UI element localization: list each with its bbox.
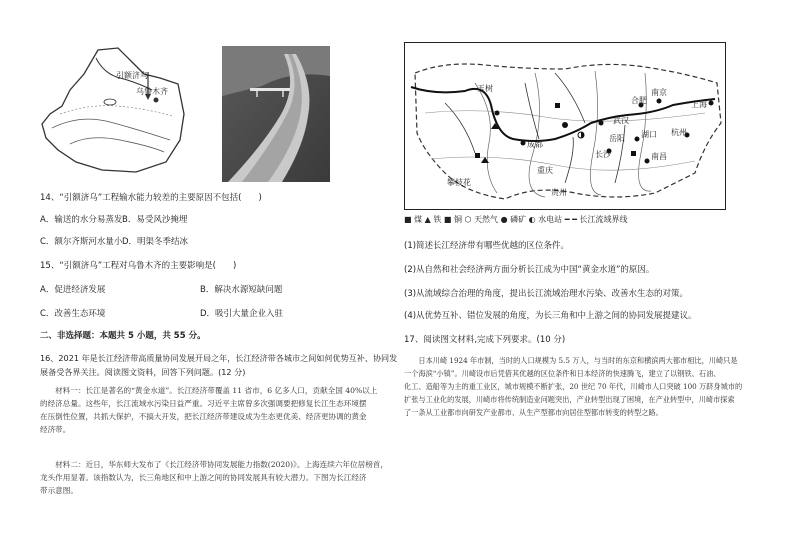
material-1-line: 材料一：长江是著名的“黄金水道”。长江经济带覆盖 11 省市，6 亿多人口，贡献全国 40%以上 — [40, 386, 378, 395]
q16-sub-1: (1)简述长江经济带有哪些优越的区位条件。 — [404, 241, 570, 251]
q16-intro-line-2: 展备受各界关注。阅读图文资料，回答下列问题。(12 分) — [40, 367, 246, 377]
q16-sub-4: (4)从优势互补、错位发展的角度，为长三角和中上游之间的协同发展提建议。 — [404, 311, 697, 321]
q14-option-c[interactable]: C．额尔齐斯河水量小 — [40, 237, 123, 247]
material-2-line: 材料二：近日，华东师大发布了《长江经济带协同发展能力指数(2020)》。上海连续六年位居榜首， — [40, 460, 388, 469]
city-label-wuhan: 武汉 — [613, 116, 629, 125]
q15-option-b[interactable]: B．解决水源短缺问题 — [200, 285, 283, 295]
xinjiang-map-svg — [40, 44, 190, 179]
q17-material-line: 了一条从工业都市向研发产业都市、从生产型都市向居住型都市转变的转型之路。 — [404, 408, 663, 417]
material-1 — [40, 384, 390, 436]
q17-material-line: 扩张与工业化的发展，川崎市将传统制造业问题突出，产业转型出现了困境，在产业转型中，川崎市探索 — [404, 395, 735, 404]
map-legend: ■ 煤 ▲ 铁 ■ 铜 ⬡ 天然气 ● 磷矿 ◐ 水电站 ━ ━ 长江流域界线 — [404, 215, 628, 224]
q16-intro-line-1: 16、2021 年是长江经济带高质量协同发展开局之年，长江经济带各城市之间如何优势互补、协同发 — [40, 353, 398, 363]
q15-stem: 15、“引额济乌”工程对乌鲁木齐的主要影响是( ) — [40, 261, 237, 271]
city-label-chengdu: 成都 — [527, 140, 543, 149]
city-label-chongqing: 重庆 — [537, 166, 553, 175]
q17-stem: 17、阅读图文材料,完成下列要求。(10 分) — [404, 335, 566, 345]
material-2-line: 龙头作用显著。该指数认为，长三角地区和中上游之间的协同发展具有较大潜力。下图为长江经济 — [40, 473, 367, 482]
material-2-line: 带示意图。 — [40, 486, 78, 495]
city-label-hukou: 湖口 — [641, 130, 657, 139]
material-1-line: 在压倒性位置，共抓大保护，不搞大开发，把长江经济带建设成为生态更优美、经济更协调的黄金 — [40, 412, 367, 421]
xinjiang-map — [40, 44, 190, 179]
city-label-changsha: 长沙 — [595, 150, 611, 159]
q16-sub-2: (2)从自然和社会经济两方面分析长江成为中国“黄金水道”的原因。 — [404, 265, 655, 275]
material-1-line: 的经济总量。这些年，长江流域水污染日益严重。习近平主席曾多次强调要把修复长江生态环境摆 — [40, 399, 367, 408]
q14-option-a[interactable]: A．输送的水分易蒸发 — [40, 215, 123, 225]
city-label-shanghai: 上海 — [691, 100, 707, 109]
material-1-line: 经济带。 — [40, 425, 71, 434]
q17-material — [404, 354, 774, 419]
city-label-guizhou: 贵州 — [551, 188, 567, 197]
city-label-yushu: 玉树 — [477, 84, 493, 93]
map-label-urumqi: 乌鲁木齐 — [136, 87, 168, 96]
city-label-nanjing: 南京 — [651, 88, 667, 97]
q17-material-line: 一个海滨“小镇”。川崎设市后凭借其优越的区位条件和日本经济的快速腾飞，建立了以钢铁、石油、 — [404, 369, 721, 378]
canal-photo-svg — [222, 46, 330, 182]
q14-stem: 14、“引额济乌”工程输水能力较差的主要原因不包括( ) — [40, 193, 262, 203]
q17-material-line: 化工、造船等为主的重工业区，城市规模不断扩张，20 世纪 70 年代，川崎市人口突破 100 万跻身城市的 — [404, 382, 743, 391]
material-2 — [40, 458, 390, 497]
map-label-yinejiwu: 引额济乌 — [116, 71, 148, 80]
q15-option-c[interactable]: C．改善生态环境 — [40, 309, 106, 319]
q17-material-line: 日本川崎 1924 年市制，当时的人口规模为 5.5 万人，与当时的东京和横滨两大都市相比，川崎只是 — [404, 356, 738, 365]
yangtze-map — [404, 42, 726, 210]
city-label-hefei: 合肥 — [631, 96, 647, 105]
q14-option-d[interactable]: D．明渠冬季结冰 — [122, 237, 189, 247]
city-label-yueyang: 岳阳 — [609, 134, 625, 143]
q15-option-a[interactable]: A．促进经济发展 — [40, 285, 106, 295]
q15-option-d[interactable]: D．吸引大量企业入驻 — [200, 309, 284, 319]
q16-sub-3: (3)从流域综合治理的角度，提出长江流域治理水污染、改善水生态的对策。 — [404, 289, 689, 299]
city-label-panzhihua: 攀枝花 — [447, 178, 471, 187]
canal-photo — [222, 46, 330, 182]
q14-option-b[interactable]: B．易受风沙掩埋 — [122, 215, 188, 225]
city-label-hangzhou: 杭州 — [671, 128, 687, 137]
city-label-nanchang: 南昌 — [651, 152, 667, 161]
section-2-heading: 二、非选择题：本题共 5 小题，共 55 分。 — [40, 331, 206, 341]
